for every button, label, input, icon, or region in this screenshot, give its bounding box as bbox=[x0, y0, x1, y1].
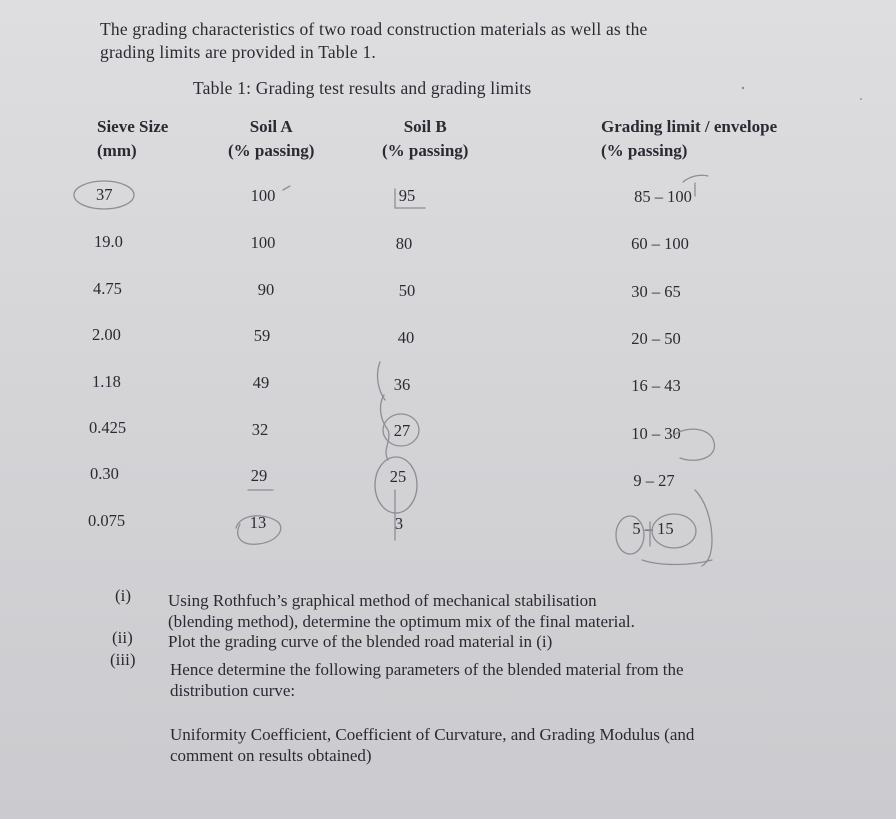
limit-cell: 85 – 100 bbox=[634, 187, 692, 206]
limit-cell: 60 – 100 bbox=[631, 234, 689, 253]
header-grading-limit: Grading limit / envelope (% passing) bbox=[601, 117, 778, 160]
intro-paragraph bbox=[100, 18, 720, 64]
underline-limit-mark bbox=[642, 560, 712, 565]
limit-cell: 30 – 65 bbox=[631, 282, 681, 301]
sieve-cell: 37 bbox=[96, 185, 113, 204]
limit-cell: 9 – 27 bbox=[633, 471, 675, 490]
soil-b-cell: 27 bbox=[393, 421, 411, 440]
limit-cell: 10 – 30 bbox=[631, 424, 681, 443]
intro-line-1: The grading characteristics of two road construction materials as well as the bbox=[100, 19, 648, 39]
soil-b-cell: 80 bbox=[395, 234, 413, 253]
soil-a-cell: 13 bbox=[249, 513, 267, 532]
soil-b-cell: 3 bbox=[394, 514, 404, 533]
soil-b-cell: 40 bbox=[397, 328, 415, 347]
soil-b-cell: 50 bbox=[398, 281, 416, 300]
speck-mark bbox=[742, 87, 744, 89]
soil-a-cell: 100 bbox=[250, 233, 276, 252]
soil-a-cell: 59 bbox=[253, 326, 271, 345]
soil-b-cell: 25 bbox=[389, 467, 407, 486]
bracket-soil-b-mark bbox=[381, 395, 389, 460]
question-number: (ii) bbox=[112, 628, 133, 647]
sub-question-text: Uniformity Coefficient, Coefficient of Curvature, and Grading Modulus (and comment on results obtained) bbox=[170, 725, 695, 765]
question-text: Using Rothfuch’s graphical method of mechanical stabilisation (blending method), determine the optimum mix of the final material. bbox=[168, 591, 635, 631]
tick-100-mark bbox=[683, 175, 708, 182]
bracket-limit-mark bbox=[695, 490, 712, 566]
speck-mark bbox=[860, 98, 862, 100]
soil-a-cell: 90 bbox=[257, 280, 275, 299]
sieve-cell: 19.0 bbox=[94, 232, 123, 251]
table-caption: Table 1: Grading test results and grading limits bbox=[193, 78, 532, 98]
soil-a-cell: 29 bbox=[250, 466, 268, 485]
soil-b-cell: 95 bbox=[398, 186, 416, 205]
curve-soil-b-mark bbox=[378, 362, 385, 400]
sieve-cell: 0.30 bbox=[90, 464, 119, 483]
tick-mark bbox=[283, 186, 290, 190]
header-soil-a: Soil A (% passing) bbox=[228, 117, 315, 160]
soil-b-cell: 36 bbox=[393, 375, 411, 394]
sieve-cell: 2.00 bbox=[92, 325, 121, 344]
limit-cell: 20 – 50 bbox=[631, 329, 681, 348]
question-number: (i) bbox=[115, 586, 132, 605]
question-number: (iii) bbox=[110, 650, 136, 669]
limit-cell: 5 – 15 bbox=[632, 519, 674, 538]
soil-a-cell: 100 bbox=[250, 186, 276, 205]
sieve-cell: 4.75 bbox=[93, 279, 122, 298]
sieve-cell: 0.425 bbox=[89, 418, 127, 437]
soil-a-cell: 49 bbox=[252, 373, 270, 392]
question-text: Hence determine the following parameters of the blended material from the distribution curve: bbox=[170, 660, 684, 700]
intro-line-2: grading limits are provided in Table 1. bbox=[100, 42, 376, 62]
soil-a-cell: 32 bbox=[251, 420, 269, 439]
header-sieve-size: Sieve Size (mm) bbox=[97, 117, 169, 160]
limit-cell: 16 – 43 bbox=[631, 376, 681, 395]
sieve-cell: 0.075 bbox=[88, 511, 126, 530]
question-text: Plot the grading curve of the blended road material in (i) bbox=[168, 632, 553, 651]
header-soil-b: Soil B (% passing) bbox=[382, 117, 469, 160]
sieve-cell: 1.18 bbox=[92, 372, 121, 391]
